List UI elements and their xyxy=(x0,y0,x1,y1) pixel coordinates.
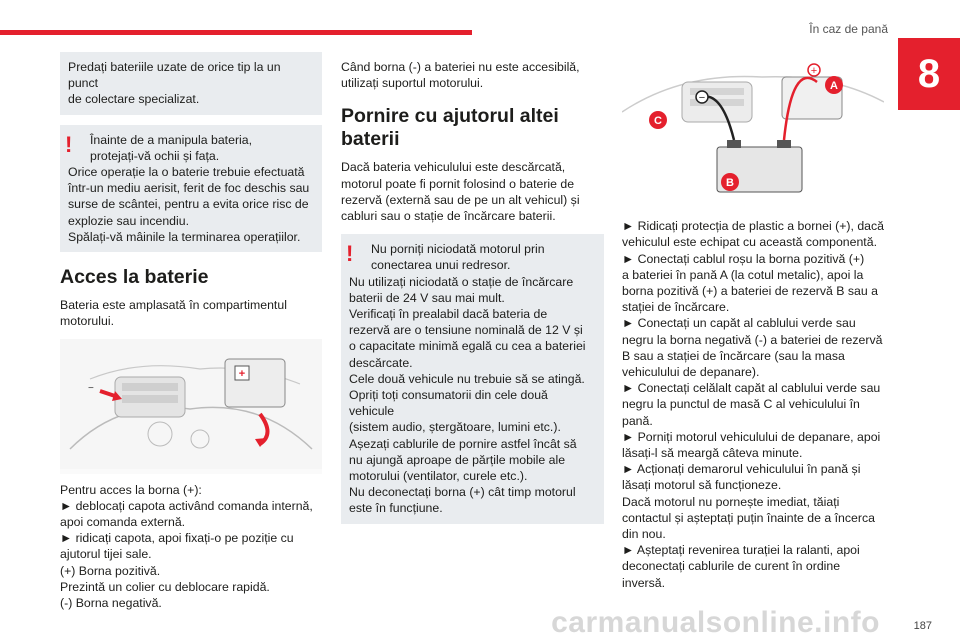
header-accent-bar xyxy=(0,30,472,35)
text-line: Bateria este amplasată în compartimentul xyxy=(60,298,287,313)
text-line: ► Porniți motorul vehiculului de depanare, apoi xyxy=(622,429,881,444)
text-line: Predați bateriile uzate de orice tip la un punct xyxy=(68,60,281,91)
text-line: de colectare specializat. xyxy=(68,92,200,107)
text-line: Așezați cablurile de pornire astfel încât să xyxy=(349,436,577,451)
text-line: ► Așteptați revenirea turației la ralanti, apoi xyxy=(622,543,860,558)
text-line: Nu utilizați niciodată o stație de încărcare xyxy=(349,274,574,289)
text-line: Orice operație la o baterie trebuie efectuată xyxy=(68,165,305,180)
label-b: B xyxy=(726,177,734,189)
text-line: rezervă (externă sau de pe un alt vehicul) și xyxy=(341,192,580,207)
watermark: carmanualsonline.info xyxy=(551,606,880,639)
steps-list xyxy=(622,218,884,591)
text-line: baterii de 24 V sau mai mult. xyxy=(349,290,505,305)
text-line: borna pozitivă (+) a bateriei de rezervă B sau a xyxy=(622,284,878,299)
text-line: Prezintă un colier cu deblocare rapidă. xyxy=(60,579,270,594)
text-line: lăsați motorul să funcționeze. xyxy=(622,478,782,493)
info-box xyxy=(60,52,322,115)
text-line: ► Conectați cablul roșu la borna pozitivă (+) xyxy=(622,251,865,266)
text-line: motorului (ventilator, curele etc.). xyxy=(349,469,528,484)
text-line: protejați-vă ochii și fața. xyxy=(90,148,220,163)
text-line: descărcate. xyxy=(349,355,413,370)
text-line: (-) Borna negativă. xyxy=(60,596,162,611)
svg-text:+: + xyxy=(810,65,818,77)
text-line: negru la punctul de masă C al vehiculului în xyxy=(622,397,860,412)
text-line: Când borna (-) a bateriei nu este accesibilă, xyxy=(341,60,580,74)
text-line: apoi comanda externă. xyxy=(60,515,186,530)
warning-box xyxy=(341,234,604,523)
text-line: motorului. xyxy=(60,314,114,329)
text-line: explozie sau incendiu. xyxy=(68,213,189,228)
text-line: cabluri sau o stație de încărcare baterii. xyxy=(341,209,556,224)
text-line: Dacă motorul nu pornește imediat, tăiați xyxy=(622,494,840,509)
text-line: (sistem audio, ștergătoare, lumini etc.). xyxy=(349,420,561,435)
warning-icon: ! xyxy=(346,241,354,267)
text-line: într-un mediu aerisit, ferit de foc deschis sau xyxy=(68,181,310,196)
text-line: Dacă bateria vehiculului este descărcată, xyxy=(341,160,566,175)
text-line: Nu porniți niciodată motorul prin xyxy=(371,242,545,257)
heading-line: Pornire cu ajutorul altei xyxy=(341,105,559,128)
text-line: utilizați suportul motorului. xyxy=(341,76,484,91)
label-c: C xyxy=(654,115,662,127)
text-line: contactul și așteptați puțin înainte de a încerca xyxy=(622,510,875,525)
text-line: o capacitate minimă egală cu cea a bateriei xyxy=(349,339,586,354)
text-line: vehiculului de depanare). xyxy=(622,365,760,380)
warning-box xyxy=(60,125,322,252)
text-line: motorul poate fi pornit folosind o baterie de xyxy=(341,176,575,191)
text-line: nu ajungă aproape de părțile mobile ale xyxy=(349,452,566,467)
text-line: ► ridicați capota, apoi fixați-o pe poziție cu xyxy=(60,531,294,546)
text-line: pană. xyxy=(622,413,653,428)
text-line: a bateriei în pană A (la cotul metalic), apoi la xyxy=(622,267,864,282)
text-line: conectarea unui redresor. xyxy=(371,258,511,273)
text-line: lăsați-l să meargă câteva minute. xyxy=(622,446,803,461)
text-line: rezervă are o tensiune nominală de 12 V și xyxy=(349,323,583,338)
column-left xyxy=(60,52,322,611)
label-a: A xyxy=(830,80,838,92)
engine-battery-illustration xyxy=(60,339,322,473)
text-line: ► Conectați celălalt capăt al cablului verde sau xyxy=(622,381,881,396)
chapter-number-tab: 8 xyxy=(898,38,960,110)
section-title: În caz de pană xyxy=(809,22,888,36)
svg-text:−: − xyxy=(88,383,94,395)
page-number: 187 xyxy=(913,620,932,632)
text-line: Verificați în prealabil dacă bateria de xyxy=(349,307,548,322)
column-right xyxy=(622,52,884,591)
text-line: ajutorul tijei sale. xyxy=(60,547,152,562)
text-line: Opriți toți consumatorii din cele două vehicule xyxy=(349,388,548,419)
section-heading: Acces la baterie xyxy=(60,266,209,289)
text-line: Nu deconectați borna (+) cât timp motorul xyxy=(349,485,576,500)
text-line: stației de încărcare. xyxy=(622,300,730,315)
text-line: Pentru acces la borna (+): xyxy=(60,482,202,497)
text-line: Cele două vehicule nu trebuie să se atingă. xyxy=(349,371,585,386)
text-line: ► Ridicați protecția de plastic a bornei (+), dacă xyxy=(622,219,884,234)
text-line: negru la borna negativă (-) a bateriei de rezervă xyxy=(622,332,883,347)
text-line: ► deblocați capota activând comanda internă, xyxy=(60,498,313,513)
warning-icon: ! xyxy=(65,131,73,157)
text-line: deconectați cablurile de curent în ordine inversă. xyxy=(622,559,841,590)
text-line: surse de scântei, pentru a evita orice risc de xyxy=(68,197,309,212)
section-heading xyxy=(341,105,604,151)
text-line: Înainte de a manipula bateria, xyxy=(90,132,253,147)
text-line: este în funcțiune. xyxy=(349,501,443,516)
text-line: Spălați-vă mâinile la terminarea operațiilor. xyxy=(68,229,301,244)
heading-line: baterii xyxy=(341,128,400,151)
text-line: ► Conectați un capăt al cablului verde sau xyxy=(622,316,856,331)
text-line: B sau a stației de încărcare (sau la masa xyxy=(622,348,845,363)
text-line: din nou. xyxy=(622,527,666,542)
svg-text:−: − xyxy=(698,92,706,104)
svg-text:+: + xyxy=(238,368,246,381)
text-line: (+) Borna pozitivă. xyxy=(60,563,161,578)
text-line: vehiculul este echipat cu această componentă. xyxy=(622,235,877,250)
column-middle xyxy=(341,52,604,534)
jump-start-illustration xyxy=(622,52,884,206)
text-line: ► Acționați demarorul vehiculului în pană și xyxy=(622,462,861,477)
